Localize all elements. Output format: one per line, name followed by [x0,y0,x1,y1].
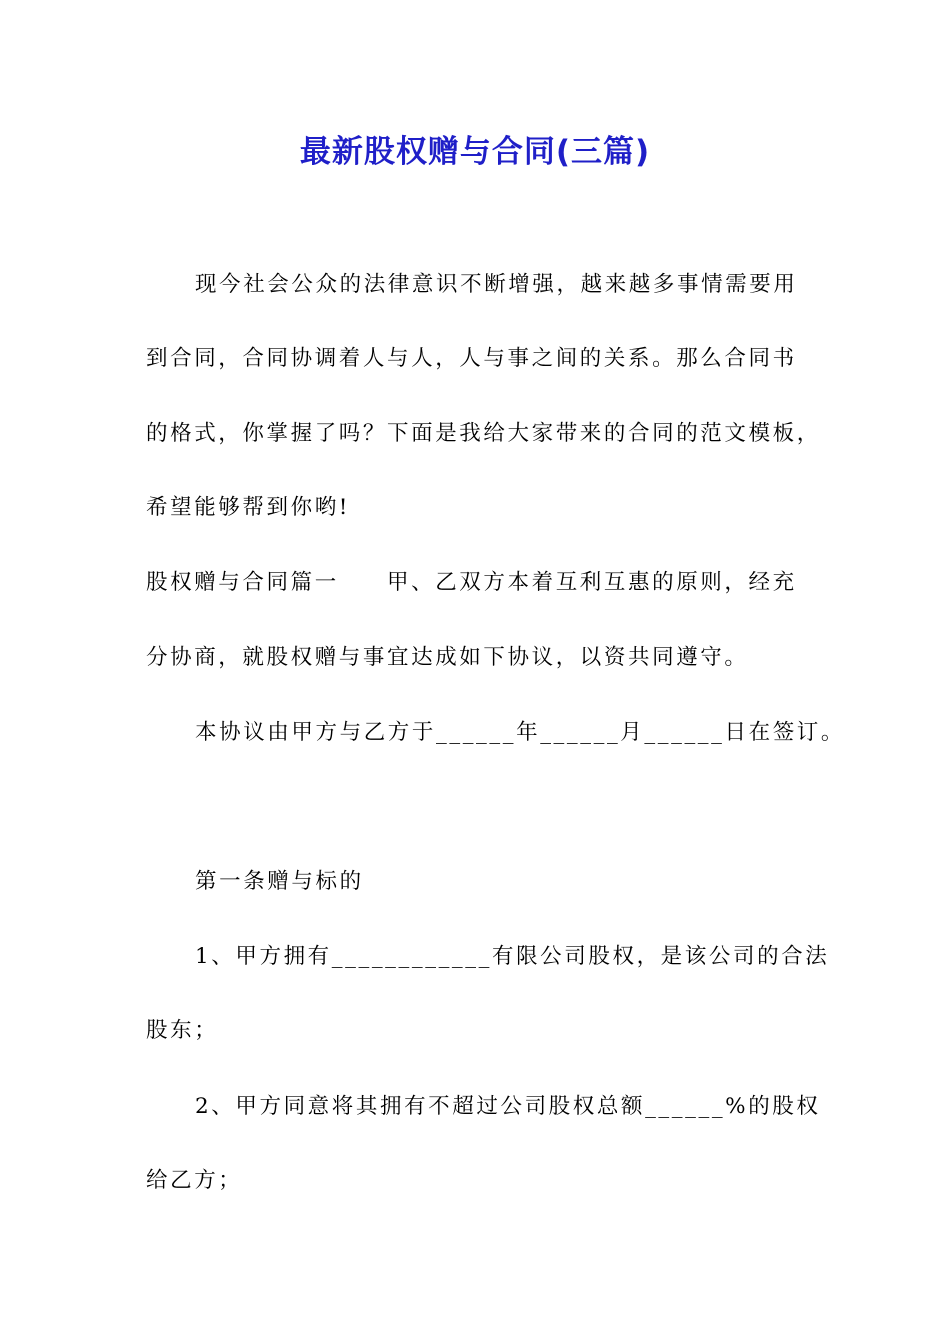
paragraph-line: 股东； [146,1018,219,1043]
paragraph-line: 给乙方； [146,1168,243,1193]
paragraph-line: 2、甲方同意将其拥有不超过公司股权总额______%的股权 [195,1094,821,1119]
paragraph-line: 到合同，合同协调着人与人，人与事之间的关系。那么合同书 [146,346,797,371]
paragraph-line: 本协议由甲方与乙方于______年______月______日在签订。 [195,720,846,745]
paragraph-line: 股权赠与合同篇一 甲、乙双方本着互利互惠的原则，经充 [146,570,797,595]
paragraph-line: 1、甲方拥有____________有限公司股权，是该公司的合法 [195,944,830,969]
paragraph-line: 的格式，你掌握了吗？下面是我给大家带来的合同的范文模板， [146,421,821,446]
paragraph-line: 分协商，就股权赠与事宜达成如下协议，以资共同遵守。 [146,645,749,670]
paragraph-line: 希望能够帮到你哟! [146,495,351,520]
section-heading: 第一条赠与标的 [195,869,364,894]
paragraph-line: 现今社会公众的法律意识不断增强，越来越多事情需要用 [195,272,798,297]
document-title: 最新股权赠与合同(三篇) [299,134,651,170]
